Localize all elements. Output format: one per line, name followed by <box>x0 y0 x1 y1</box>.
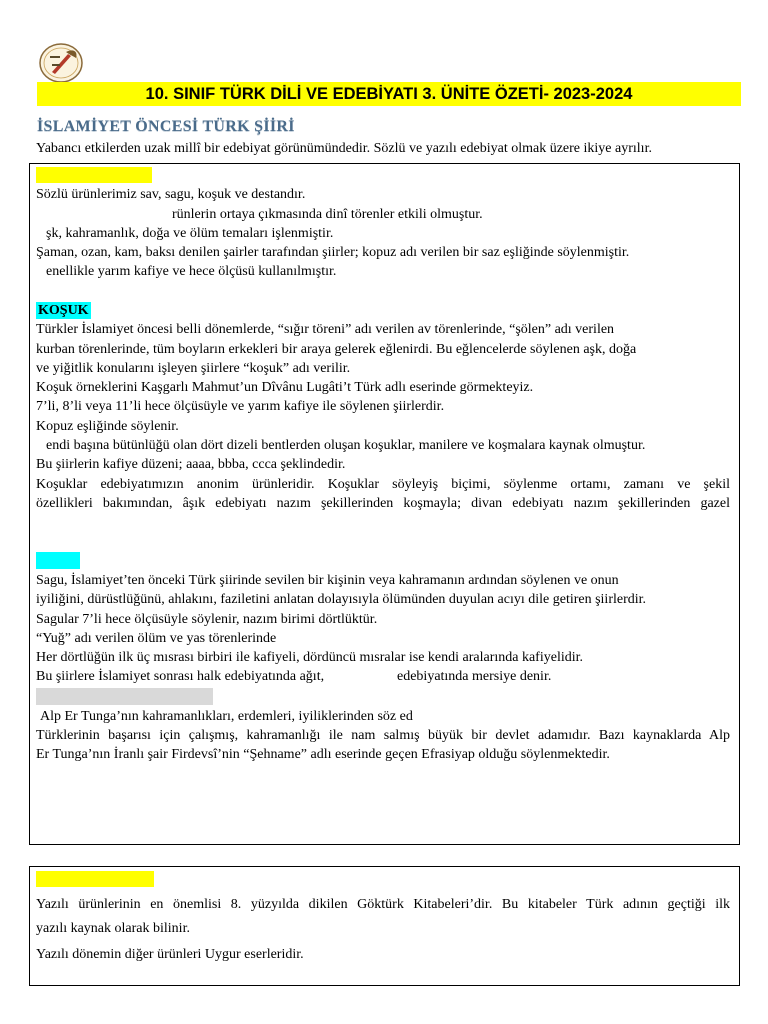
kosuk-line: Türkler İslamiyet öncesi belli dönemlerde, “sığır töreni” adı verilen av törenlerinde, “şölen” adı verilen <box>36 322 615 337</box>
kosuk-line: 7’li, 8’li veya 11’li hece ölçüsüyle ve yarım kafiye ile söylenen şiirlerdir. <box>36 399 445 414</box>
kosuk-line: özellikleri bakımından, âşık edebiyatı nazım şekillerinden koşmayla; divan edebiyatı nazım şekillerinden gazel <box>36 496 730 511</box>
oral-line: şk, kahramanlık, doğa ve ölüm temaları işlenmiştir. <box>46 226 334 241</box>
sagu-line: “Yuğ” adı verilen ölüm ve yas törenlerinde <box>36 631 277 646</box>
section-heading: İSLAMİYET ÖNCESİ TÜRK ŞİİRİ <box>37 118 295 135</box>
alp-label-highlight <box>36 688 213 705</box>
section-intro: Yabancı etkilerden uzak millî bir edebiyat görünümündedir. Sözlü ve yazılı edebiyat olmak üzere ikiye ayrılır. <box>36 141 652 156</box>
kosuk-label: KOŞUK <box>38 303 89 318</box>
sagu-line: Bu şiirlere İslamiyet sonrası halk edebiyatında ağıt, <box>36 669 325 684</box>
oral-line: Sözlü ürünlerimiz sav, sagu, koşuk ve destandır. <box>36 187 306 202</box>
sagu-line: Sagu, İslamiyet’ten önceki Türk şiirinde sevilen bir kişinin veya kahramanın ardından söylenen ve onun <box>36 573 619 588</box>
sagu-line: Sagular 7’li hece ölçüsüyle söylenir, nazım birimi dörtlüktür. <box>36 612 378 627</box>
kosuk-line: Koşuk örneklerini Kaşgarlı Mahmut’un Dîvânu Lugâti’t Türk adlı eserinde görmekteyiz. <box>36 380 534 395</box>
kosuk-line: Kopuz eşliğinde söylenir. <box>36 419 179 434</box>
alp-line: Türklerinin başarısı için çalışmış, kahramanlığı ile nam salmış büyük bir devlet adamıdır. Bazı kaynaklarda Alp <box>36 728 730 743</box>
written-label-highlight <box>36 871 154 887</box>
oral-line: Şaman, ozan, kam, baksı denilen şairler tarafından şiirler; kopuz adı verilen bir saz eşliğinde söylenmiştir. <box>36 245 630 260</box>
alp-line: Er Tunga’nın İranlı şair Firdevsî’nin “Şehname” adlı eserinde geçen Efrasiyap olduğu söylenmektedir. <box>36 747 610 762</box>
school-crest-logo-icon <box>38 42 84 84</box>
kosuk-line: endi başına bütünlüğü olan dört dizeli bentlerden oluşan koşuklar, manilere ve koşmalara kaynak olmuştur. <box>46 438 646 453</box>
written-line: yazılı kaynak olarak bilinir. <box>36 921 190 936</box>
alp-line: Alp Er Tunga’nın kahramanlıkları, erdemleri, iyiliklerinden söz ed <box>40 709 413 724</box>
kosuk-line: ve yiğitlik konularını işleyen şiirlere “koşuk” adı verilir. <box>36 361 351 376</box>
kosuk-line: Koşuklar edebiyatımızın anonim ürünleridir. Koşuklar söyleyiş biçimi, söylenme ortamı, zamanı ve şekil <box>36 477 730 492</box>
kosuk-line: Bu şiirlerin kafiye düzeni; aaaa, bbba, ccca şeklindedir. <box>36 457 346 472</box>
oral-line: enellikle yarım kafiye ve hece ölçüsü kullanılmıştır. <box>46 264 337 279</box>
oral-line: rünlerin ortaya çıkmasında dinî törenler etkili olmuştur. <box>172 207 483 222</box>
sagu-label-highlight <box>36 552 80 569</box>
sagu-line: edebiyatında mersiye denir. <box>397 669 552 684</box>
document-title: 10. SINIF TÜRK DİLİ VE EDEBİYATI 3. ÜNİTE ÖZETİ- 2023-2024 <box>145 85 633 103</box>
kosuk-line: kurban törenlerinde, tüm boyların erkekleri bir araya gelerek eğlenirdi. Bu eğlencelerde söylenen aşk, doğa <box>36 342 637 357</box>
sagu-line: Her dörtlüğün ilk üç mısrası birbiri ile kafiyeli, dördüncü mısralar ise kendi aralarında kafiyelidir. <box>36 650 584 665</box>
sagu-line: iyiliğini, dürüstlüğünü, ahlakını, faziletini anlatan dolayısıyla ölümünden duyulan acıyı dile getiren şiirlerdir. <box>36 592 647 607</box>
written-line: Yazılı ürünlerinin en önemlisi 8. yüzyılda dikilen Göktürk Kitabeleri’dir. Bu kitabeler Türk adının geçtiği ilk <box>36 897 730 912</box>
written-line: Yazılı dönemin diğer ürünleri Uygur eserleridir. <box>36 947 304 962</box>
oral-label-highlight <box>36 167 152 183</box>
